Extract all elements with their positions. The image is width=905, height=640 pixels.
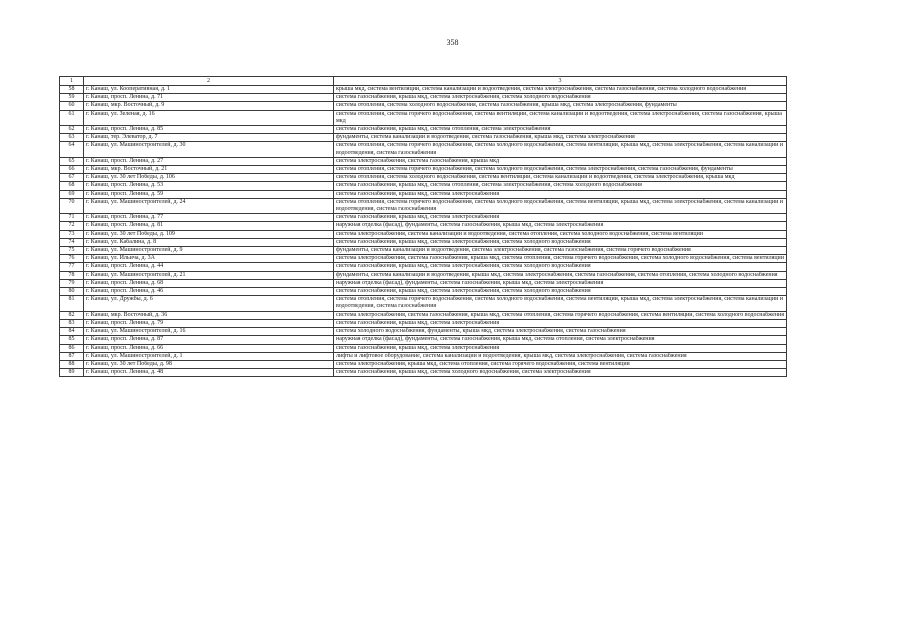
row-address: г. Канаш, просп. Ленина, д. 27 [84, 157, 334, 165]
row-number: 65 [60, 157, 84, 165]
row-works: система электроснабжения, система газоснабжения, крыша мкд [334, 157, 787, 165]
table-row [60, 311, 787, 319]
column-header-address: 2 [84, 77, 334, 86]
row-address: г. Канаш, просп. Ленина, д. 77 [84, 214, 334, 222]
row-works: фундаменты, система канализации и водоотведения, крыша мкд, система электроснабжения, система газоснабжения, система отопления, система холодного водоснабжения [334, 271, 787, 279]
row-works: система отопления, система горячего водоснабжения, система холодного водоснабжения, система вентиляции, крыша мкд, система электроснабжения, система канализации и водоотведения, система газоснабжения [334, 142, 787, 157]
row-works: система отопления, система холодного водоснабжения, система газоснабжения, крыша мкд, система электроснабжения, фундаменты [334, 102, 787, 110]
table-row [60, 182, 787, 190]
row-address: г. Канаш, ул. Машиностроителей, д. 21 [84, 271, 334, 279]
table-row [60, 238, 787, 246]
table-row [60, 328, 787, 336]
row-works: система отопления, система горячего водоснабжения, система вентиляции, система канализации и водоотведения, система электроснабжения, система газоснабжения, крыша мкд [334, 110, 787, 125]
table-row [60, 86, 787, 94]
row-address: г. Канаш, ул. 30 лет Победы, д. 106 [84, 174, 334, 182]
row-number: 85 [60, 336, 84, 344]
table-row [60, 190, 787, 198]
table-row [60, 271, 787, 279]
row-number: 62 [60, 126, 84, 134]
row-address: г. Канаш, мкр. Восточный, д. 21 [84, 166, 334, 174]
table-row [60, 174, 787, 182]
row-number: 84 [60, 328, 84, 336]
row-number: 68 [60, 182, 84, 190]
row-works: система газоснабжения, крыша мкд, система отопления, система электроснабжения [334, 126, 787, 134]
row-address: г. Канаш, ул. 30 лет Победы, д. 98 [84, 360, 334, 368]
row-address: г. Канаш, ул. Машиностроителей, д. 30 [84, 142, 334, 157]
row-address: г. Канаш, ул. Ильича, д. 3А [84, 255, 334, 263]
row-address: г. Канаш, просп. Ленина, д. 44 [84, 263, 334, 271]
row-address: г. Канаш, ул. Зеленая, д. 16 [84, 110, 334, 125]
row-works: лифты и лифтовое оборудование, система канализации и водоотведения, крыша мкд, система электроснабжения, система газоснабжения [334, 352, 787, 360]
table-row [60, 230, 787, 238]
row-address: г. Канаш, тер. Элеватор, д. 7 [84, 134, 334, 142]
row-number: 63 [60, 134, 84, 142]
table-row [60, 166, 787, 174]
table-row [60, 142, 787, 157]
row-number: 60 [60, 102, 84, 110]
table-row [60, 214, 787, 222]
row-number: 87 [60, 352, 84, 360]
row-works: система газоснабжения, крыша мкд, система электроснабжения [334, 190, 787, 198]
table-body [60, 86, 787, 377]
table-header [60, 77, 787, 86]
row-number: 74 [60, 238, 84, 246]
row-address: г. Канаш, просп. Ленина, д. 46 [84, 288, 334, 296]
row-works: система электроснабжения, система канализации и водоотведения, система отопления, система холодного водоснабжения, система вентиляции [334, 230, 787, 238]
row-number: 66 [60, 166, 84, 174]
row-number: 69 [60, 190, 84, 198]
row-works: система отопления, система горячего водоснабжения, система холодного водоснабжения, система вентиляции, крыша мкд, система электроснабжения, система канализации и водоотведения, система газоснабжения [334, 198, 787, 213]
row-works: система газоснабжения, крыша мкд, система электроснабжения, система холодного водоснабжения [334, 94, 787, 102]
row-works: система электроснабжения, крыша мкд, система отопления, система горячего водоснабжения, система вентиляции [334, 360, 787, 368]
row-address: г. Канаш, просп. Ленина, д. 66 [84, 344, 334, 352]
row-works: наружная отделка (фасад), фундаменты, система газоснабжения, крыша мкд, система электроснабжения [334, 222, 787, 230]
row-address: г. Канаш, просп. Ленина, д. 59 [84, 190, 334, 198]
row-address: г. Канаш, просп. Ленина, д. 68 [84, 279, 334, 287]
row-number: 61 [60, 110, 84, 125]
row-address: г. Канаш, просп. Ленина, д. 79 [84, 319, 334, 327]
page-number: 358 [446, 38, 459, 47]
table-row [60, 157, 787, 165]
row-works: система газоснабжения, крыша мкд, система электроснабжения [334, 214, 787, 222]
row-works: система электроснабжения, система газоснабжения, крыша мкд, система отопления, система горячего водоснабжения, система холодного водоснабжения, система вентиляции [334, 255, 787, 263]
row-address: г. Канаш, просп. Ленина, д. 87 [84, 336, 334, 344]
table-row [60, 352, 787, 360]
row-works: фундаменты, система канализации и водоотведения, система электроснабжения, система газоснабжения, система горячего водоснабжения [334, 247, 787, 255]
row-number: 72 [60, 222, 84, 230]
table-row [60, 288, 787, 296]
row-works: фундаменты, система канализации и водоотведения, система газоснабжения, крыша мкд, система электроснабжения [334, 134, 787, 142]
row-number: 77 [60, 263, 84, 271]
row-address: г. Канаш, ул. Машиностроителей, д. 16 [84, 328, 334, 336]
column-header-number: 1 [60, 77, 84, 86]
row-works: наружная отделка (фасад), фундаменты, система газоснабжения, крыша мкд, система отопления, система электроснабжения [334, 336, 787, 344]
row-works: система отопления, система холодного водоснабжения, система вентиляции, система канализации и водоотведения, система электроснабжения, крыша мкд [334, 174, 787, 182]
row-address: г. Канаш, просп. Ленина, д. 53 [84, 182, 334, 190]
table-row [60, 369, 787, 377]
table-row [60, 360, 787, 368]
row-address: г. Канаш, мкр. Восточный, д. 9 [84, 102, 334, 110]
row-address: г. Канаш, ул. Кооперативная, д. 1 [84, 86, 334, 94]
row-number: 82 [60, 311, 84, 319]
row-number: 64 [60, 142, 84, 157]
table-row [60, 344, 787, 352]
row-address: г. Канаш, просп. Ленина, д. 81 [84, 222, 334, 230]
row-number: 79 [60, 279, 84, 287]
table-row [60, 94, 787, 102]
table-row [60, 319, 787, 327]
table-row [60, 102, 787, 110]
table-row [60, 296, 787, 311]
row-number: 76 [60, 255, 84, 263]
row-number: 80 [60, 288, 84, 296]
buildings-table [59, 76, 787, 377]
row-address: г. Канаш, ул. Машиностроителей, д. 1 [84, 352, 334, 360]
table-row [60, 247, 787, 255]
row-number: 88 [60, 360, 84, 368]
row-address: г. Канаш, ул. Машиностроителей, д. 24 [84, 198, 334, 213]
row-address: г. Канаш, просп. Ленина, д. 71 [84, 94, 334, 102]
row-works: система газоснабжения, крыша мкд, система электроснабжения [334, 319, 787, 327]
row-number: 67 [60, 174, 84, 182]
row-works: система газоснабжения, крыша мкд, система электроснабжения [334, 344, 787, 352]
table-row [60, 255, 787, 263]
row-works: система газоснабжения, крыша мкд, система электроснабжения, система холодного водоснабжения [334, 288, 787, 296]
row-works: система отопления, система горячего водоснабжения, система холодного водоснабжения, система электроснабжения, система газоснабжения, фундаменты [334, 166, 787, 174]
row-works: система отопления, система горячего водоснабжения, система холодного водоснабжения, система вентиляции, крыша мкд, система электроснабжения, система канализации и водоотведения, система газоснабжения [334, 296, 787, 311]
row-address: г. Канаш, просп. Ленина, д. 85 [84, 126, 334, 134]
row-address: г. Канаш, просп. Ленина, д. 48 [84, 369, 334, 377]
table-row [60, 134, 787, 142]
row-works: система холодного водоснабжения, фундаменты, крыша мкд, система электроснабжения, система газоснабжения [334, 328, 787, 336]
row-works: система газоснабжения, крыша мкд, система холодного водоснабжения, система электроснабжения [334, 369, 787, 377]
row-address: г. Канаш, ул. 30 лет Победы, д. 109 [84, 230, 334, 238]
row-number: 78 [60, 271, 84, 279]
table-row [60, 279, 787, 287]
row-number: 73 [60, 230, 84, 238]
row-number: 70 [60, 198, 84, 213]
row-number: 71 [60, 214, 84, 222]
row-works: крыша мкд, система вентиляции, система канализации и водоотведения, система электроснабжения, система газоснабжения, система холодного водоснабжения [334, 86, 787, 94]
table-row [60, 336, 787, 344]
row-number: 86 [60, 344, 84, 352]
row-works: система электроснабжения, система газоснабжения, крыша мкд, система отопления, система горячего водоснабжения, система вентиляции, система холодного водоснабжения [334, 311, 787, 319]
table-row [60, 263, 787, 271]
row-number: 59 [60, 94, 84, 102]
row-address: г. Канаш, ул. Машиностроителей, д. 9 [84, 247, 334, 255]
row-address: г. Канаш, мкр. Восточный, д. 36 [84, 311, 334, 319]
row-address: г. Канаш, ул. Кабалина, д. 8 [84, 238, 334, 246]
table-row [60, 126, 787, 134]
row-works: наружная отделка (фасад), фундаменты, система газоснабжения, крыша мкд, система электроснабжения [334, 279, 787, 287]
row-works: система газоснабжения, крыша мкд, система отопления, система электроснабжения, система холодного водоснабжения [334, 182, 787, 190]
row-number: 81 [60, 296, 84, 311]
row-number: 89 [60, 369, 84, 377]
row-number: 75 [60, 247, 84, 255]
row-works: система газоснабжения, крыша мкд, система электроснабжения, система холодного водоснабжения [334, 263, 787, 271]
table-row [60, 198, 787, 213]
row-number: 58 [60, 86, 84, 94]
table-row [60, 222, 787, 230]
row-address: г. Канаш, ул. Дружбы, д. 6 [84, 296, 334, 311]
row-number: 83 [60, 319, 84, 327]
column-header-works: 3 [334, 77, 787, 86]
table-row [60, 110, 787, 125]
row-works: система газоснабжения, крыша мкд, система электроснабжения, система холодного водоснабжения [334, 238, 787, 246]
